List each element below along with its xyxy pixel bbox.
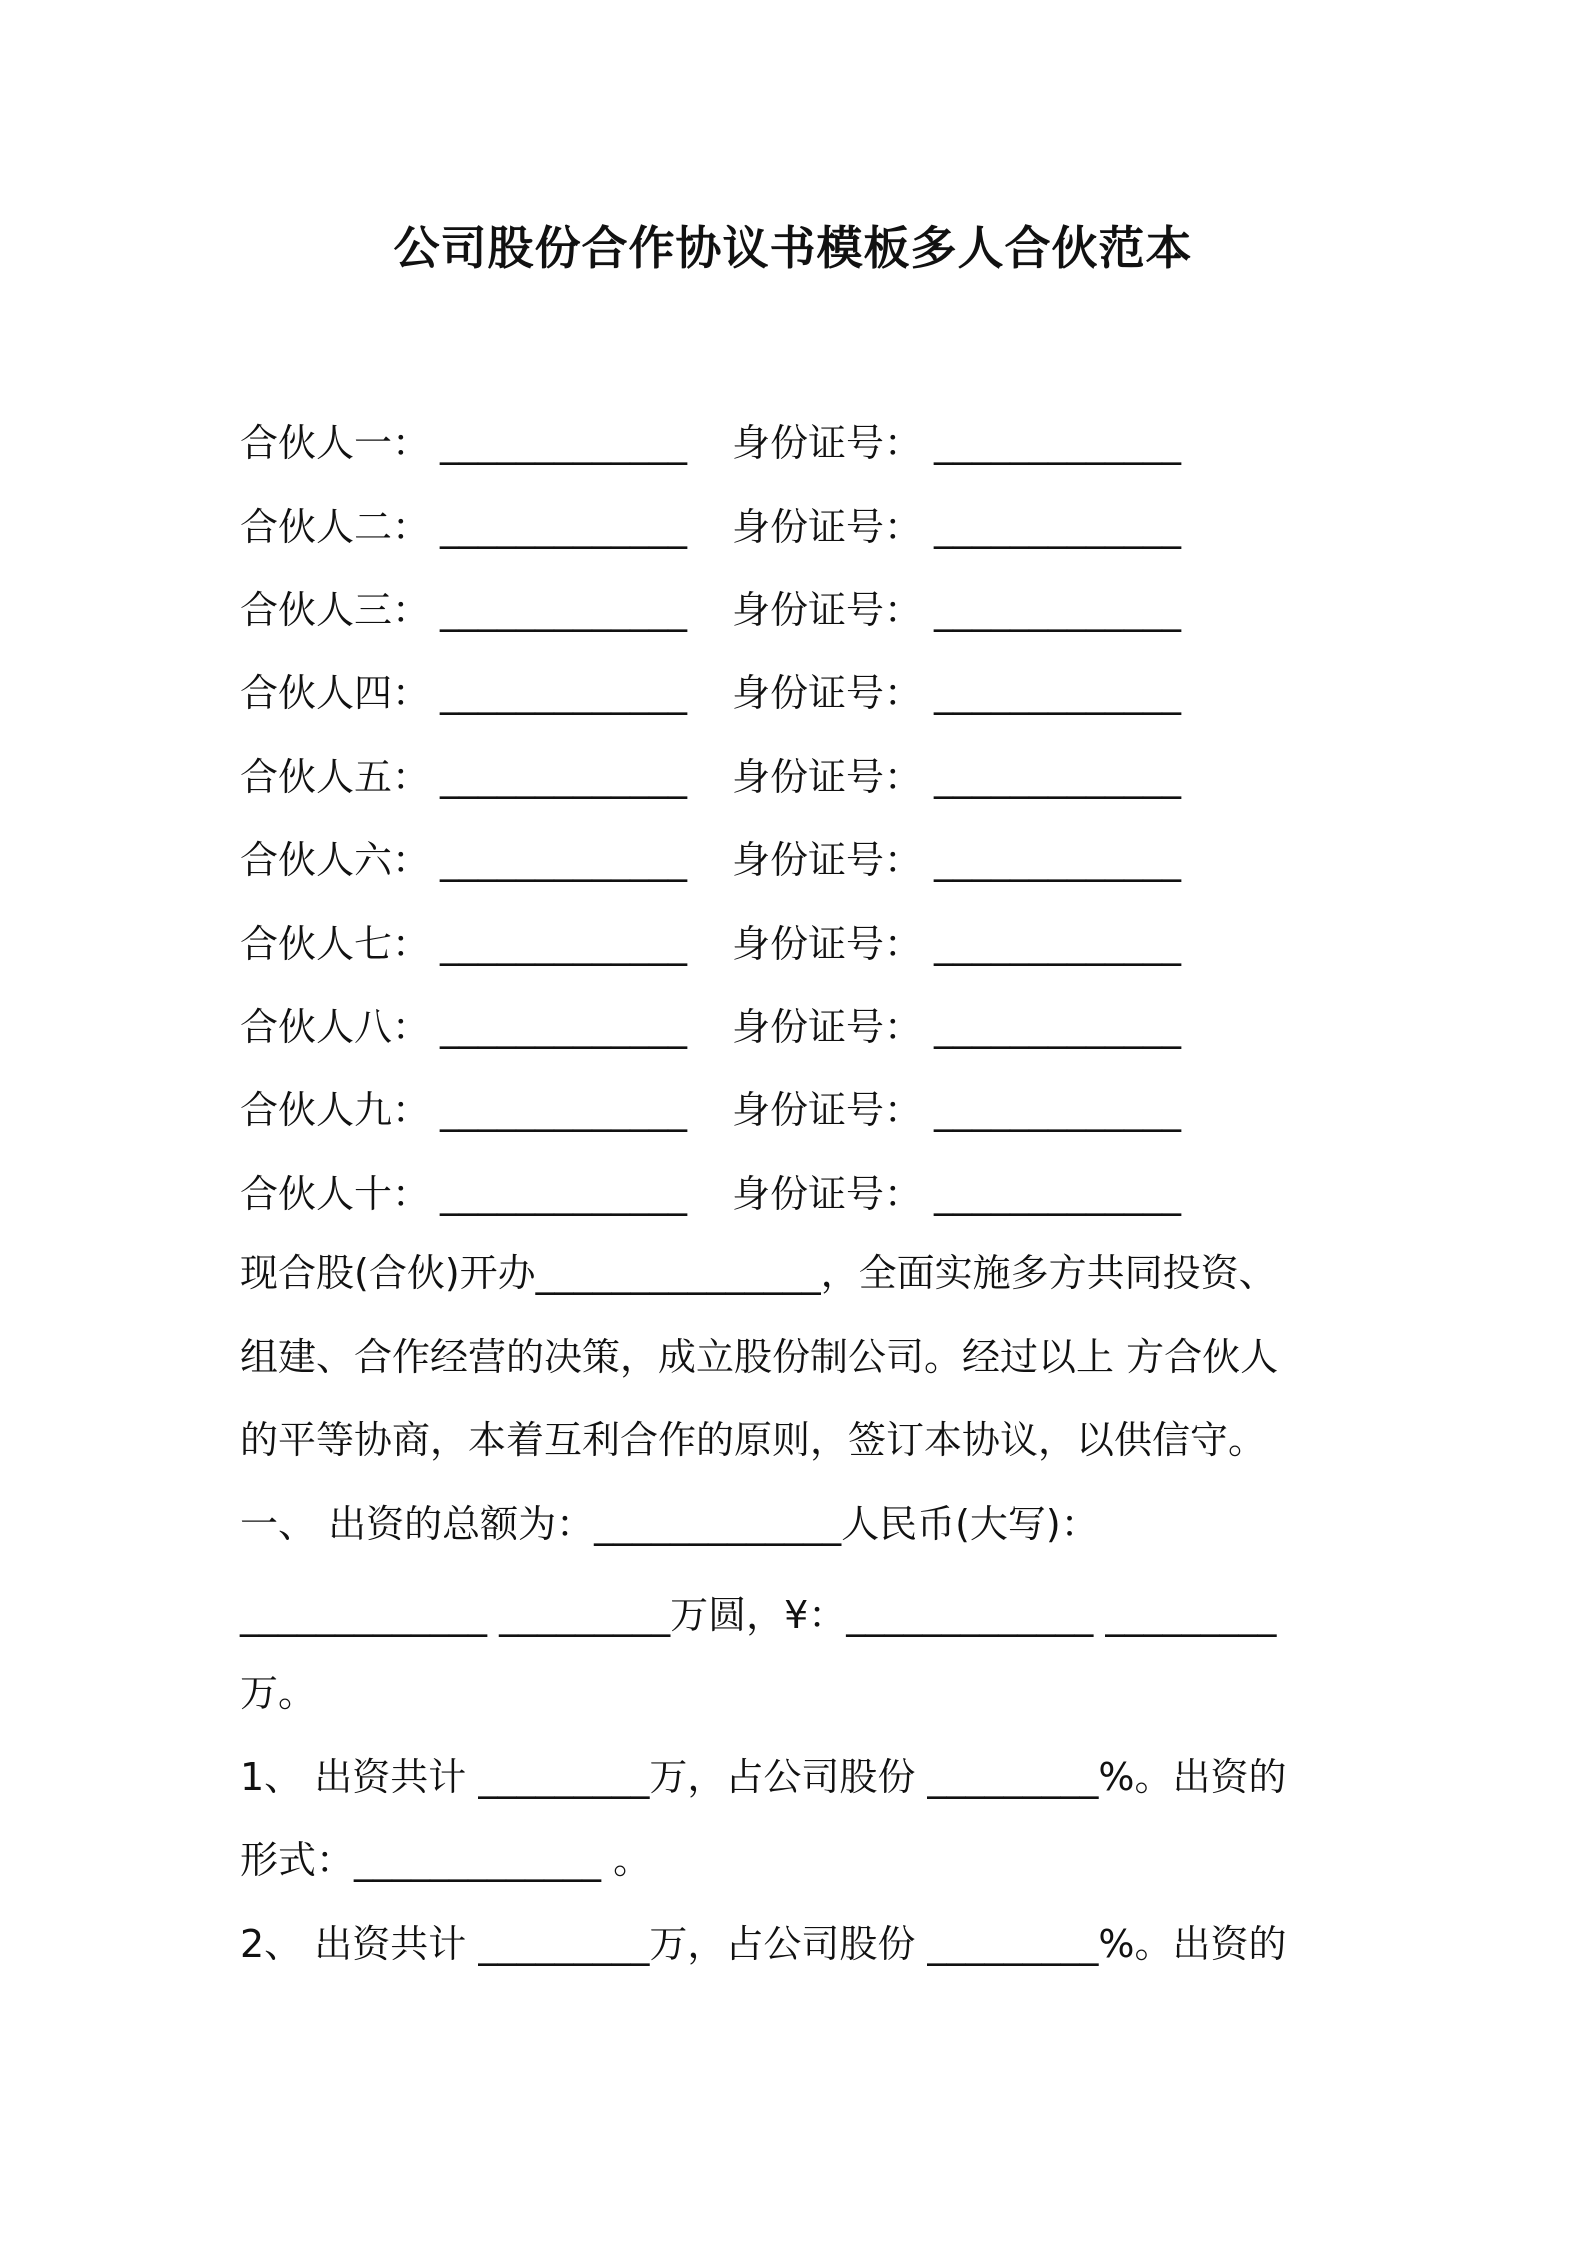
partner-label: 合伙人五： — [240, 755, 431, 799]
id-number-blank: _____________ — [934, 1172, 1181, 1216]
id-number-blank: _____________ — [934, 838, 1181, 882]
partner-row — [240, 1085, 1224, 1135]
list-item: 2、 出资共计 _________万，占公司股份 _________%。出资的 — [240, 1922, 1287, 1966]
id-number-blank: _____________ — [934, 505, 1181, 549]
paragraph-line: 现合股(合伙)开办_______________，全面实施多方共同投资、 — [240, 1251, 1277, 1295]
partner-label: 合伙人二： — [240, 505, 431, 549]
id-number-blank: _____________ — [934, 671, 1181, 715]
id-number-label: 身份证号： — [732, 505, 923, 549]
page-title: 公司股份合作协议书模板多人合伙范本 — [393, 221, 1193, 275]
partner-label: 合伙人四： — [240, 671, 431, 715]
id-number-label: 身份证号： — [732, 838, 923, 882]
partner-label: 合伙人九： — [240, 1088, 431, 1132]
list-item: 1、 出资共计 _________万，占公司股份 _________%。出资的 — [240, 1755, 1287, 1799]
partner-name-blank: _____________ — [440, 838, 687, 882]
id-number-blank: _____________ — [934, 1088, 1181, 1132]
partner-name-blank: _____________ — [440, 1005, 687, 1049]
id-number-label: 身份证号： — [732, 1172, 923, 1216]
partner-label: 合伙人一： — [240, 421, 431, 465]
id-number-label: 身份证号： — [732, 922, 923, 966]
partner-row — [240, 1169, 1224, 1219]
id-number-blank: _____________ — [934, 755, 1181, 799]
partner-row — [240, 1002, 1224, 1052]
partner-name-blank: _____________ — [440, 1088, 687, 1132]
partner-label: 合伙人七： — [240, 922, 431, 966]
paragraph-line: 组建、合作经营的决策，成立股份制公司。经过以上 方合伙人 — [240, 1335, 1279, 1379]
partner-row — [240, 418, 1224, 468]
partner-name-blank: _____________ — [440, 922, 687, 966]
id-number-label: 身份证号： — [732, 755, 923, 799]
partner-name-blank: _____________ — [440, 671, 687, 715]
paragraph-line: 万。 — [240, 1671, 317, 1715]
section-heading: 一、 出资的总额为：_____________人民币(大写)： — [240, 1502, 1099, 1546]
partner-name-blank: _____________ — [440, 505, 687, 549]
partner-label: 合伙人三： — [240, 588, 431, 632]
id-number-label: 身份证号： — [732, 421, 923, 465]
partner-row — [240, 919, 1224, 969]
list-item: 形式：_____________ 。 — [240, 1838, 652, 1882]
paragraph-line: _____________ _________万圆，¥：_____________ _________ — [240, 1593, 1277, 1637]
id-number-label: 身份证号： — [732, 671, 923, 715]
partner-label: 合伙人八： — [240, 1005, 431, 1049]
partner-name-blank: _____________ — [440, 1172, 687, 1216]
id-number-label: 身份证号： — [732, 1088, 923, 1132]
partner-name-blank: _____________ — [440, 755, 687, 799]
id-number-label: 身份证号： — [732, 1005, 923, 1049]
id-number-blank: _____________ — [934, 1005, 1181, 1049]
partner-label: 合伙人六： — [240, 838, 431, 882]
partner-row — [240, 585, 1224, 635]
partner-row — [240, 502, 1224, 552]
id-number-blank: _____________ — [934, 922, 1181, 966]
id-number-blank: _____________ — [934, 421, 1181, 465]
partner-row — [240, 752, 1224, 802]
id-number-blank: _____________ — [934, 588, 1181, 632]
partner-row — [240, 835, 1224, 885]
partner-name-blank: _____________ — [440, 588, 687, 632]
partner-label: 合伙人十： — [240, 1172, 431, 1216]
paragraph-line: 的平等协商，本着互利合作的原则，签订本协议，以供信守。 — [240, 1418, 1267, 1462]
partner-name-blank: _____________ — [440, 421, 687, 465]
id-number-label: 身份证号： — [732, 588, 923, 632]
partner-row — [240, 668, 1224, 718]
